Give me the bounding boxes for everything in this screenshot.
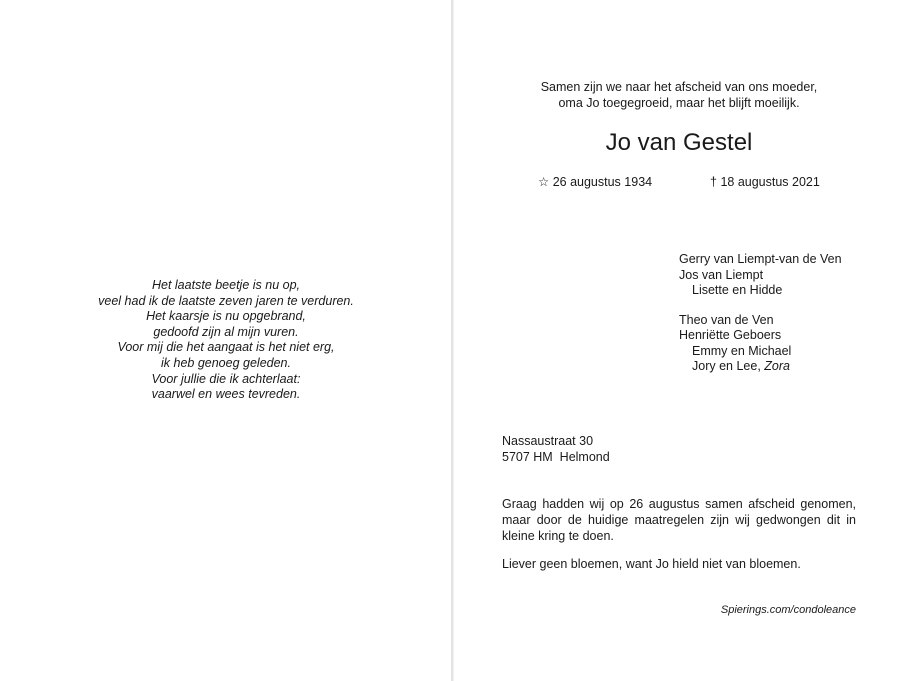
- poem-line: Voor jullie die ik achterlaat:: [151, 371, 301, 386]
- condolence-link[interactable]: Spierings.com/condoleance: [720, 604, 856, 616]
- grandchildren-names: Jory en Lee,: [692, 359, 765, 373]
- page-fold-shadow: [453, 0, 454, 681]
- poem-line: gedoofd zijn al mijn vuren.: [153, 324, 299, 339]
- poem-line: Het laatste beetje is nu op,: [151, 278, 300, 292]
- poem-line: veel had ik de laatste zeven jaren te verduren.: [98, 293, 354, 308]
- birth-date-text: 26 augustus 1934: [552, 175, 653, 189]
- poem-line: ik heb genoeg geleden.: [161, 355, 291, 370]
- death-date-text: 18 augustus 2021: [720, 175, 820, 189]
- deceased-name: Jo van Gestel: [605, 129, 753, 156]
- family-member: Henriëtte Geboers: [679, 328, 782, 342]
- star-icon: ☆: [538, 175, 550, 189]
- family-member: Theo van de Ven: [679, 312, 774, 327]
- cross-icon: †: [710, 175, 717, 189]
- birth-date: [538, 174, 652, 190]
- ceremony-note: Graag hadden wij op 26 augustus samen afscheid genomen, maar door de huidige maatregelen zijn wij gedwongen dit in kleine kring te doen.: [502, 497, 856, 543]
- poem-line: Het kaarsje is nu opgebrand,: [146, 309, 306, 324]
- intro-line: Samen zijn we naar het afscheid van ons moeder,: [540, 80, 818, 94]
- intro-line: oma Jo toegegroeid, maar het blijft moeilijk.: [558, 96, 800, 110]
- grandchildren: Emmy en Michael: [692, 343, 792, 358]
- address-street: Nassaustraat 30: [502, 434, 594, 448]
- family-member: Gerry van Liempt-van de Ven: [679, 252, 842, 266]
- address: [502, 434, 610, 465]
- poem: [40, 278, 412, 403]
- death-date: [710, 174, 820, 190]
- family-member: Jos van Liempt: [679, 267, 764, 282]
- great-grandchild-name: Zora: [764, 359, 790, 373]
- poem-line: Voor mij die het aangaat is het niet erg,: [117, 340, 335, 355]
- grandchildren: [679, 359, 842, 375]
- flowers-note: Liever geen bloemen, want Jo hield niet van bloemen.: [502, 557, 801, 571]
- intro-text: [502, 79, 856, 111]
- grandchildren: Lisette en Hidde: [692, 283, 783, 297]
- address-city: 5707 HM Helmond: [502, 449, 610, 464]
- family-list: [679, 252, 842, 375]
- poem-line: vaarwel en wees tevreden.: [151, 387, 301, 402]
